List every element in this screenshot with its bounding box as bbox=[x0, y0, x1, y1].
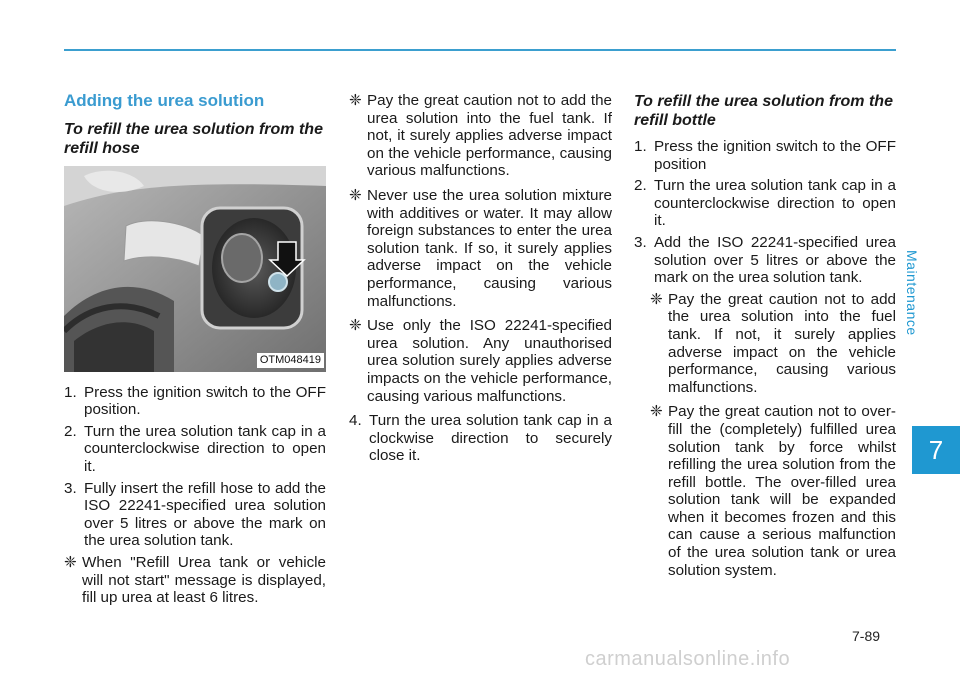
note-text: Pay the great caution not to add the urea solution into the fuel tank. If not, it surely applies adverse impact on the vehicle performance, causing various malfunctions. bbox=[668, 290, 896, 396]
caution-note-1 bbox=[349, 92, 612, 180]
bottle-step-1 bbox=[634, 138, 896, 173]
bottle-caution-note-2 bbox=[650, 403, 896, 579]
hose-note bbox=[64, 554, 326, 607]
step-number: 2. bbox=[634, 177, 647, 195]
step-number: 3. bbox=[634, 233, 647, 251]
note-mark-icon: ❈ bbox=[650, 290, 663, 308]
sidebar-chapter-label: Maintenance bbox=[904, 250, 920, 336]
caution-note-2 bbox=[349, 187, 612, 310]
hose-step-2 bbox=[64, 423, 326, 476]
top-rule bbox=[64, 49, 896, 51]
step-text: Fully insert the refill hose to add the ISO 22241-specified urea solution over 5 litres or above the mark on the urea solution tank. bbox=[84, 479, 326, 550]
left-column bbox=[64, 92, 326, 614]
watermark: carmanualsonline.info bbox=[585, 648, 791, 670]
bottle-caution-note-1 bbox=[650, 291, 896, 397]
note-mark-icon: ❈ bbox=[349, 186, 362, 204]
fuel-door-photo bbox=[64, 166, 326, 372]
chapter-tab: 7 bbox=[912, 426, 960, 474]
step-number: 1. bbox=[64, 383, 77, 401]
figure-code: OTM048419 bbox=[257, 353, 324, 368]
step-text: Turn the urea solution tank cap in a counterclockwise direction to open it. bbox=[84, 422, 326, 475]
bottle-step-2 bbox=[634, 177, 896, 230]
hose-step-4 bbox=[349, 412, 612, 465]
note-text: Never use the urea solution mixture with additives or water. It may allow foreign substances to enter the urea solution tank. If so, it surely applies adverse impact on the vehicle performance, causing various malfunctions. bbox=[367, 186, 612, 310]
note-mark-icon: ❈ bbox=[349, 92, 362, 109]
note-text: Use only the ISO 22241-specified urea solution. Any unauthorised urea solution surely applies adverse impacts on the vehicle performance, causing various malfunctions. bbox=[367, 317, 612, 405]
hose-step-3 bbox=[64, 480, 326, 550]
section-title: Adding the urea solution bbox=[64, 91, 265, 110]
step-number: 1. bbox=[634, 138, 647, 155]
step-number: 3. bbox=[64, 479, 77, 497]
step-number: 2. bbox=[64, 422, 77, 440]
step-text: Turn the urea solution tank cap in a counterclockwise direction to open it. bbox=[654, 177, 896, 230]
bottle-subheading: To refill the urea solution from the refill bottle bbox=[634, 93, 893, 129]
note-text: Pay the great caution not to add the urea solution into the fuel tank. If not, it surely applies adverse impact on the vehicle performance, causing various malfunctions. bbox=[367, 92, 612, 180]
bottle-step-3 bbox=[634, 234, 896, 287]
note-text: When "Refill Urea tank or vehicle will not start" message is displayed, fill up urea at least 6 litres. bbox=[82, 553, 326, 607]
step-text: Turn the urea solution tank cap in a clockwise direction to securely close it. bbox=[369, 412, 612, 465]
step-number: 4. bbox=[349, 412, 362, 430]
note-mark-icon: ❈ bbox=[650, 403, 663, 421]
step-text: Press the ignition switch to the OFF position. bbox=[84, 383, 326, 419]
right-column bbox=[634, 92, 896, 586]
step-text: Press the ignition switch to the OFF position bbox=[654, 138, 896, 173]
caution-note-3 bbox=[349, 317, 612, 405]
note-text: Pay the great caution not to over-fill the (completely) fulfilled urea solution tank by force whilst refilling the urea solution from the refill bottle. The over-filled urea solution tank will be expanded when it becomes frozen and this can cause a serious malfunction of the urea solution tank or urea solution system. bbox=[668, 403, 896, 579]
note-mark-icon: ❈ bbox=[64, 553, 77, 571]
step-text: Add the ISO 22241-specified urea solution over 5 litres or above the mark on the urea solution tank. bbox=[654, 233, 896, 287]
hose-step-1 bbox=[64, 384, 326, 419]
hose-subheading: To refill the urea solution from the refill hose bbox=[64, 120, 323, 157]
fuel-door-illustration bbox=[64, 166, 326, 372]
note-mark-icon: ❈ bbox=[349, 317, 362, 335]
page-number: 7-89 bbox=[852, 628, 881, 644]
middle-column bbox=[349, 92, 612, 469]
